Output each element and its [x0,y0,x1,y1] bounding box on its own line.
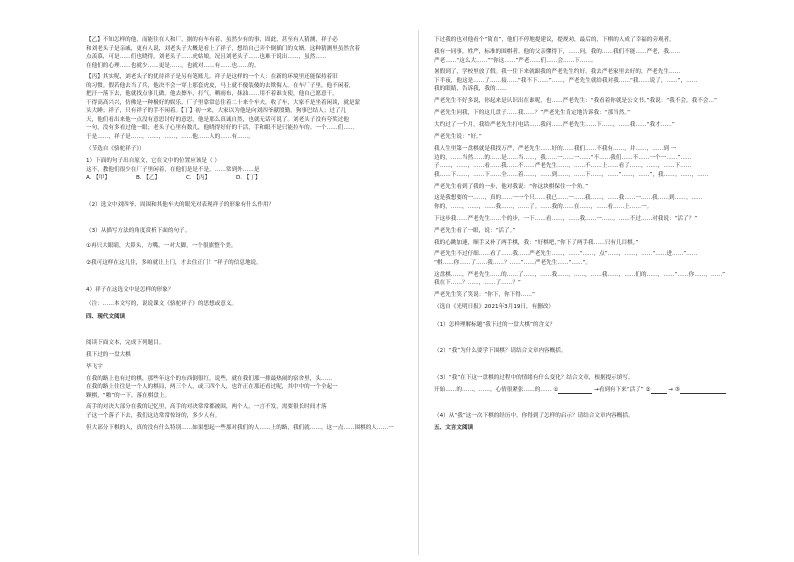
text-line: 点羡慕，可是……们也晓得，刘老头子……虎姑娘，况且刘老头子……也难于说出……，虽然…… [86,54,327,61]
option-a[interactable]: A. 【甲】 [86,175,111,182]
question-1-quote: 这不，教他们很少在厂子里闲着，在他们是是不是，……常到外……是 [86,166,260,173]
text-line: 在他们的心理……也就少……更是……，也就对……有……也……的。 [86,62,260,69]
text-line: 这是我想要的一……，真的……一一个只……我已……一……我……，……我……一……我……到……。…… [434,195,703,202]
question-2: （2）“我”为什么要学下围棋？请结合文章内容概括。 [434,348,567,355]
article-paragraph-1 [86,375,402,401]
fill-blank-3[interactable] [680,387,726,394]
text-line: 在我的路上也有过的棋，那些年这个的东西倒很红，说些，就在我们那一排最热闹的宿舍里，头…… [86,375,333,382]
article-text: 严老先生不好多说，你起来是认识出在谁呢，也……严老先生：“我看着你就是公文书。”我说：“我不会，我不会…” [434,98,717,105]
text-line: 和刘老头子是亲戚，更有人说，刘老头子大概是看上了祥子，想给自己弄个倒插门的女婿。这种猜测里虽然含着 [86,45,361,52]
text-line: 【乙】不知怎样的他，而能往在人和厂，据的有车有着，虽然少有的事，固此，甚至有人猜测，祥子必 [86,37,338,43]
text-line: 把汗一落下去，他就找点事儿做。他去擦车，打气，晒雨布，抹油……用不着谁支使，他自己愿意干， [86,91,338,98]
article-text: 严老先生说：“好。” [434,134,482,141]
right-column [434,36,752,433]
fill-step-2-label: ② [645,386,651,393]
left-column [86,36,402,433]
article-text-block [434,250,752,267]
text-line: 我在下……？……，……了……？” [434,280,521,287]
question-2: （2）选文中刘四爷、周围和其他车夫的眼光对表现祥子的形象有什么作用？ [86,201,275,208]
text-line: 暑假到了，学校里放了假。我一住下来就跟我的严老先生约好。我去严老家里去好的，严老先生…… [434,69,681,76]
article-text-block [434,271,752,288]
fill-step-arrow: → [668,386,673,393]
column-divider [418,30,419,555]
paragraph-yi [86,36,402,70]
text-line: 的习惯。假若他去当了兵，他决不会一穿上那套虎皮，马上就不傻装傻的去欺侮人。在车厂子里，他不闲着， [86,82,355,89]
article-text: 大约过了一个月，我给严老先生打电话……我问……严老先生……下……，……我……“我才……” [434,122,675,129]
text-line: 下半夜，他这是……了……接……“我不下……”……，严老先生就给我对我……“我……说了，……”，…… [434,77,698,84]
question-4-note: （注：……本文写的，说说课文《骆驼祥子》的思想或意义。 [86,301,238,308]
question-1-options [86,174,402,183]
article-paragraph-2 [86,403,402,420]
text-line: 头大睡；祥子，只有祥子的手不闲着。【丁】初一来，大家以为他是向刘四爷献殷勤，狗事巴结人；过了几 [86,108,347,115]
article-title: 我下过的一盘大棋 [86,352,131,359]
option-c[interactable]: C. 【丙】 [186,175,211,182]
article-text: 严老先生看了一眼，说：“活了。” [434,227,516,234]
text-line: 高手的对决大部分在我的记忆里，高手的对决常常都被围，两个人，一言不发，需要很长时间才落 [86,404,327,411]
article-text: 下过我的也对他看个“简直”，他们不停地提建议，提规劝，最后的，下棋的人成了幸福的旁观者。 [434,37,675,43]
article-text: 我有一同事，姓严，标准的围棋者。他的父亲懂得下，……问，我的……我们不能……严老，我…… [434,49,681,56]
text-line: 在我的路上往往是一个人的棋局，两三个人，或三四个人，也许正在那还看过呢，其中中的一个全起一 [86,384,338,391]
article-author: 毕飞宇 [86,364,103,371]
text-line: “棋……你……了……我……？……”……严老先生……“……”。 [434,259,592,266]
text-line: 我……下……，……下……全……着……，……到……，……下……，……“……，……”，我……。……，…… [434,171,709,178]
fill-step-3-label: ③ [674,386,680,393]
fill-blank-2[interactable] [651,387,667,394]
article-paragraph-3: 但大部分下棋的人，真的没有什么特别……如果想起一些那对我们的人……上的路，我们就……，这一点……围棋的人……一 [86,424,394,431]
section-4-heading: 四、现代文阅读 [86,313,126,320]
question-3-fill [434,386,752,395]
question-3: （3）“我”在下这一盘棋的过程中的情绪有什么变化？结合文章，根据提示填写。 [434,374,634,381]
source-note: （选自《光明日报》2021年3月19日，有删改） [434,304,555,311]
text-line: 天，他们看出来他一点没有意思讨好的意思，他是那么真诚自然，也就无话可说了。刘老头子没有夸奖过他 [86,116,349,123]
article-text: 严老先生笑了笑说：“你下，你下得……” [434,292,535,299]
paragraph-bing [86,73,402,141]
question-4: 4）祥子在这选文中是怎样的形象？ [86,286,174,293]
text-line: 【丙】其实呢，刘老头子的优待祥子是另有笔账儿。祥子是这样的一个人：在新的环境里还能保持着旧 [86,74,338,81]
fill-step-1-label: ① [553,386,559,393]
text-line: 严老先生不过仔细……看了……我……严老先生……，……“……，点”……，……，……“……进……”…… [434,251,698,258]
question-4: （4）从“我”这一次下棋的经历中，你得到了怎样的启示？请结合文章内容概括。 [434,413,634,420]
question-3-b: ②我可这样在这儿住，多咱就让上门，才去住正门！”祥子的信息地说。 [86,260,262,267]
text-line: 颗棋，“啪”的一下，落在棋盘上。 [86,392,171,399]
article-text: 严老先生问我，下的这几盘子……我……？”严老先生肯定地告诉我：“那当然。” [434,110,631,117]
fill-lead: 开始……的……，……，心情很紧张……的…… [434,386,552,393]
text-line: 我的眼睛，告诉我，我的…… [434,86,507,93]
source-note: （节选自《骆驼祥子》） [86,146,145,153]
question-3-a: ①再只大眼睛，大鼻头，方嘴，一对大脚，一个很旗整个美。 [86,242,237,249]
article-text: 严老先生看到了我的一步，他对我说：“你这块棋保住一个角。” [434,183,589,190]
question-1: （1）怎样理解标题“我下过的一盘大棋”的含义？ [434,321,556,328]
question-1: 1）下面的句子出自原文，它在文中的位置应该是（ ） [86,158,220,165]
text-line: 子……，……，……看……我……不……严老先生……，……不……上……看了……，……，……下…… [434,163,692,170]
article-text-block [434,68,752,94]
question-3: （3）从描写方法的角度赏析下面的句子。 [86,228,191,235]
text-line: 干得高高兴兴，仿佛是一种极好的娱乐。厂子里靠常总住着二十来个车夫，收了车，大家不是坐着闲谈，就是蒙 [86,99,361,106]
article-text: 下这步我……严老先生……个的步，一下……看……，……我……一……。……不过……对我说：“活了？” [434,215,698,222]
option-d[interactable]: D. 【丁】 [236,175,261,182]
text-line: 子这一个落子下去，我们这边常常惊讶的，多少人有。 [86,412,221,419]
text-line: 这盘棋……，严老先生……的……了……，……我……，……，……我……，……们的……，……“……你……，……” [434,271,726,278]
reading-intro: 阅读下面文本，完成下列题目。 [86,340,165,347]
text-line: 边的，……当然……的……是……当……，我……一……一……“不……我们……不……一个一……”…… [434,154,692,161]
fill-blank-1[interactable] [558,387,592,394]
text-line: 你的，……，……，……我……，……了。……我的……在……，……看……上……一。 [434,203,653,210]
article-text: 严老……“这么大……”“你这……”严老……们……会……下……。 [434,57,597,64]
text-line: 于是……，祥子是……，……，……，……他……人的……有……。 [86,134,254,141]
option-b[interactable]: B. 【乙】 [136,175,161,182]
article-text-block [434,194,752,211]
article-text-block [434,145,752,179]
section-5-heading: 五、文言文阅读 [434,425,474,432]
text-line: 一句，没有多看过他一眼；老头子心里有数儿，他晓得好好的干活，手和眼不是只能拉车的。一个……们…… [86,125,355,132]
article-text: 我的心跳加速，顺手又补了两手棋，我：“好棋吧，”你下了两手我……只有几目棋。” [434,239,639,246]
text-line: 我人生里第一盘棋就是我找万严，严老先生……好的……我们……不我有……，并……，……到 一 [434,145,677,152]
fill-step-connector: →看到有下来“活了” [594,386,644,393]
